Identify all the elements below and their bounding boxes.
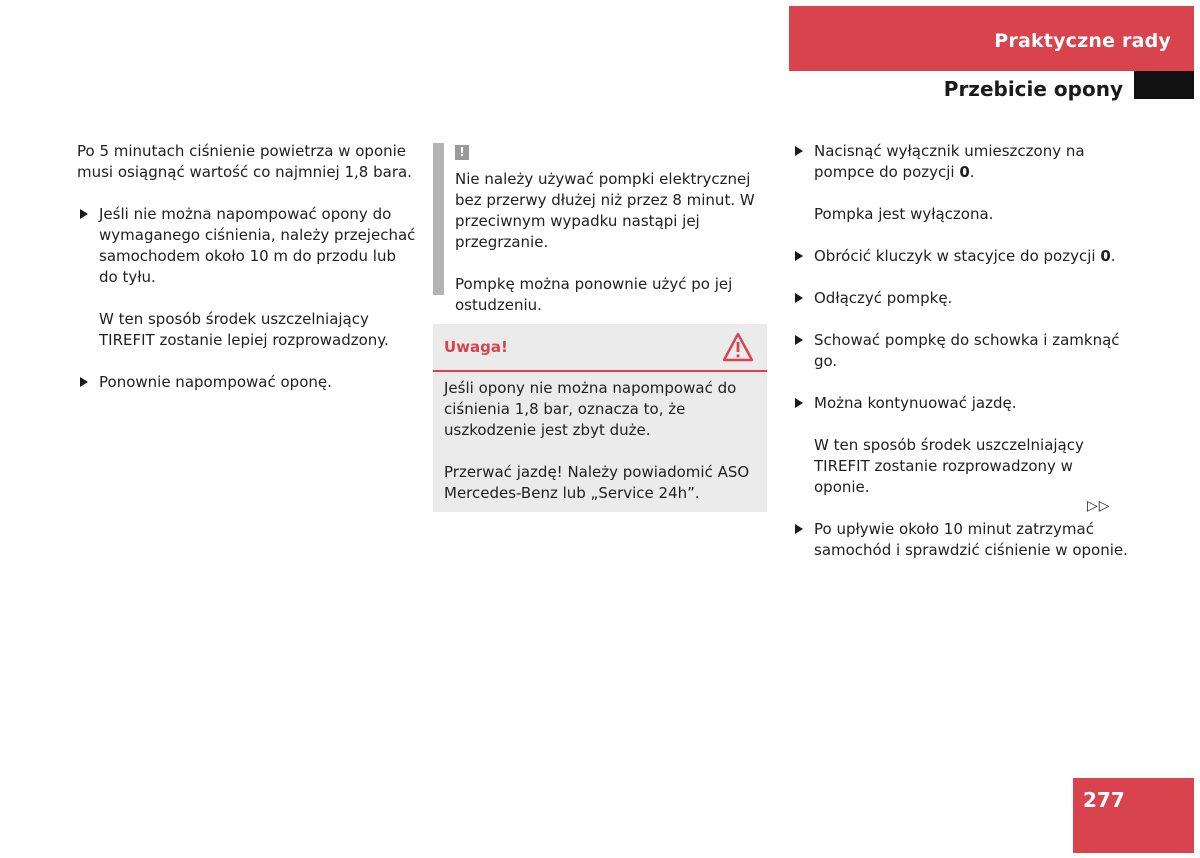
list-item-note: W ten sposób środek uszczelniający TIREFIT zostanie lepiej rozprowadzony. [99,310,389,349]
list-item-text: Odłączyć pompkę. [814,289,953,307]
list-item [77,372,417,393]
page-title: Przebicie opony [943,77,1123,101]
list-item [792,141,1132,183]
warning-box [433,324,767,512]
list-item-period: . [969,163,975,181]
warning-paragraph: Przerwać jazdę! Należy powiadomić ASO Mercedes-Benz lub „Service 24h”. [444,463,750,502]
bullet-arrow-icon [795,293,803,303]
notice-paragraph: Pompkę można ponownie użyć po jej ostudzeniu. [455,275,733,314]
bullet-arrow-icon [795,335,803,345]
right-column [792,141,1132,582]
list-item-text: Jeśli nie można napompować opony do wymaganego ciśnienia, należy przejechać samochodem około 10 m do przodu lub do tyłu. [99,205,416,286]
section-title: Praktyczne rady [994,30,1171,52]
list-item-text: Ponownie napompować oponę. [99,373,332,391]
exclamation-icon: ! [455,145,469,160]
list-item-text: Schować pompkę do schowka i zamknąć go. [814,331,1120,370]
page-number-box [1073,778,1194,853]
position-value: 0 [959,163,970,181]
list-item-text: Obrócić kluczyk w stacyjce do pozycji [814,247,1101,265]
warning-triangle-icon [722,332,754,362]
list-item [792,330,1132,372]
warning-text [444,378,760,525]
notice-paragraph: Nie należy używać pompki elektrycznej bez przerwy dłużej niż przez 8 minut. W przeciwnym wypadku nastąpi jej przegrzanie. [455,170,755,251]
warning-paragraph: Jeśli opony nie można napompować do ciśnienia 1,8 bar, oznacza to, że uszkodzenie jest zbyt duże. [444,379,737,439]
list-item-text: Po upływie około 10 minut zatrzymać samochód i sprawdzić ciśnienie w oponie. [814,520,1128,559]
list-item [792,393,1132,414]
list-item-note: Pompka jest wyłączona. [814,205,994,223]
bullet-arrow-icon [795,398,803,408]
list-item-note: W ten sposób środek uszczelniający TIREFIT zostanie rozprowadzony w oponie. [814,436,1084,496]
notice-text [455,169,773,337]
list-item [792,519,1132,561]
section-tab-marker [1134,71,1194,99]
bullet-arrow-icon [795,251,803,261]
warning-header [433,324,767,372]
notice-side-bar [433,143,444,295]
bullet-arrow-icon [795,524,803,534]
list-item [792,288,1132,309]
list-item-text: Można kontynuować jazdę. [814,394,1017,412]
bullet-arrow-icon [795,146,803,156]
list-item-period: . [1110,247,1116,265]
position-value: 0 [1100,247,1111,265]
list-item [792,246,1132,267]
warning-title: Uwaga! [444,338,508,356]
page-number: 277 [1083,788,1125,812]
left-column [77,141,417,414]
list-item [77,204,417,288]
list-item-text: Nacisnąć wyłącznik umieszczony na pompce do pozycji [814,142,1085,181]
bullet-arrow-icon [80,377,88,387]
notice-box [433,143,767,314]
bullet-arrow-icon [80,209,88,219]
continued-arrows-icon: ▷▷ [1087,498,1111,514]
intro-paragraph: Po 5 minutach ciśnienie powietrza w oponie musi osiągnąć wartość co najmniej 1,8 bara. [77,142,412,181]
